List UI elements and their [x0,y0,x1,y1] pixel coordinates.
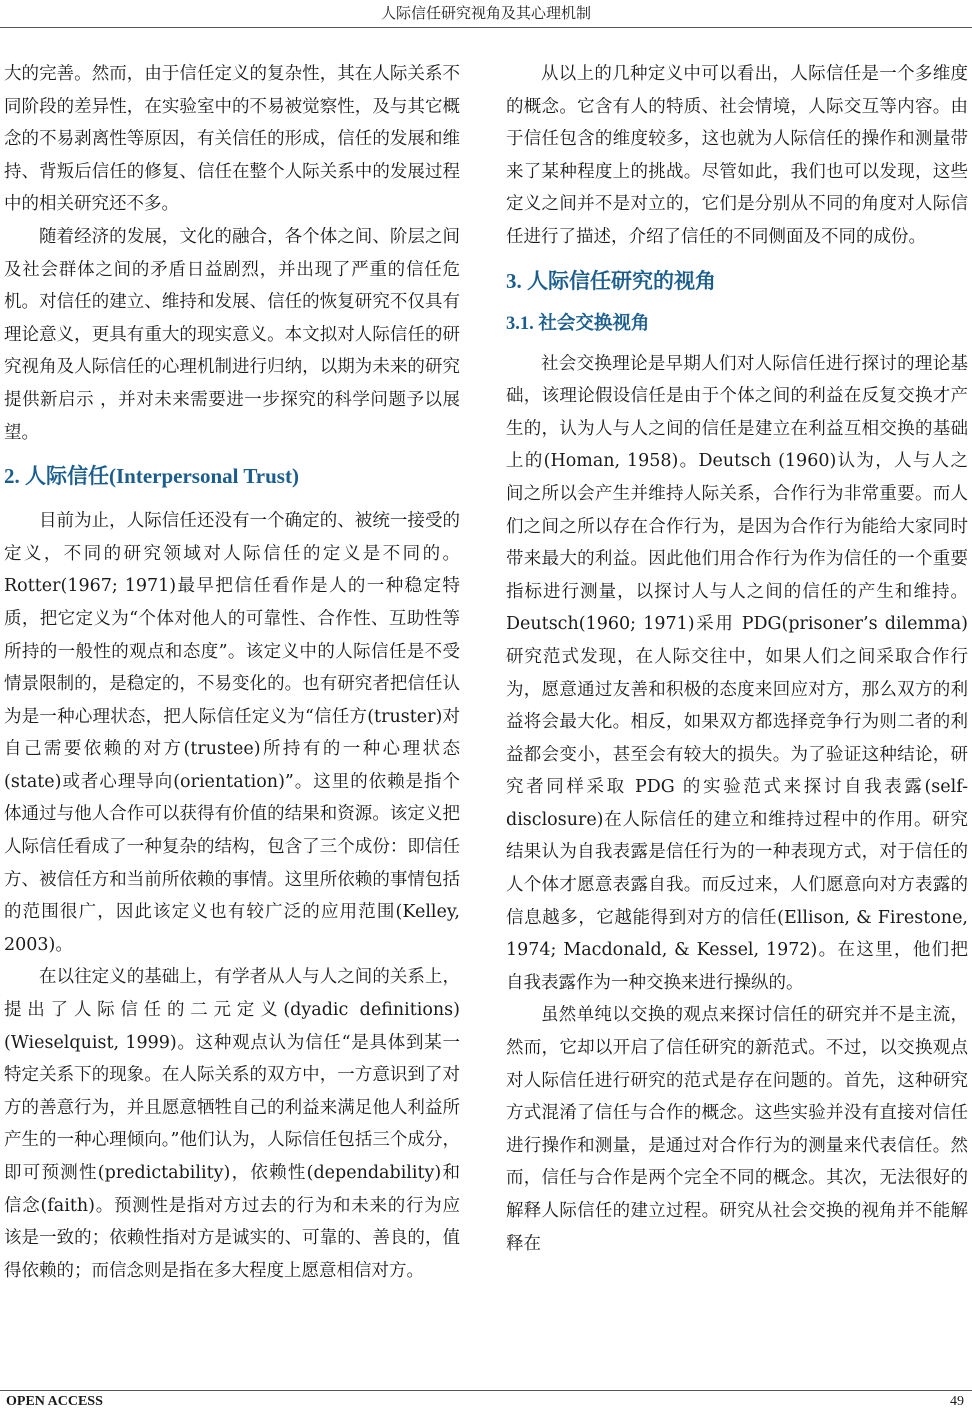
left-column [4,58,460,1287]
section-heading-3: 3. 人际信任研究的视角 [506,268,716,293]
paragraph: 社会交换理论是早期人们对人际信任进行探讨的理论基础，该理论假设信任是由于个体之间的利益在反复交换才产生的，认为人与人之间的信任是建立在利益互相交换的基础上的(Homan, 1958)。Deutsch (1960)认为，人与人之间之所以会产生并维持人际关系，合作行为非常重要。而人们之间之所以存在合作行为，是因为合作行为能给大家同时带来最大的利益。因此他们用合作行为作为信任的一个重要指标进行测量，以探讨人与人之间的信任的产生和维持。Deutsch(1960; 1971)采用 PDG(prisoner’s dilemma)研究范式发现，在人际交往中，如果人们之间采取合作行为，愿意通过友善和积极的态度来回应对方，那么双方的利益将会最大化。相反，如果双方都选择竞争行为则二者的利益都会变小，甚至会有较大的损失。为了验证这种结论，研究者同样采取 PDG 的实验范式来探讨自我表露(self-disclosure)在人际信任的建立和维持过程中的作用。研究结果认为自我表露是信任行为的一种表现方式，对于信任的人个体才愿意表露自我。而反过来，人们愿意向对方表露的信息越多，它越能得到对方的信任(Ellison, & Firestone, 1974; Macdonald, & Kessel, 1972)。在这里，他们把自我表露作为一种交换来进行操纵的。 [506,353,968,993]
paragraph: 虽然单纯以交换的观点来探讨信任的研究并不是主流，然而，它却以开启了信任研究的新范式。不过，以交换观点对人际信任进行研究的范式是存在问题的。首先，这种研究方式混淆了信任与合作的概念。这些实验并没有直接对信任进行操作和测量，是通过对合作行为的测量来代表信任。然而，信任与合作是两个完全不同的概念。其次，无法很好的解释人际信任的建立过程。研究从社会交换的视角并不能解释在 [506,1005,968,1254]
footer-journal-label: OPEN ACCESS [6,1394,103,1409]
right-column [506,58,968,1260]
paragraph: 随着经济的发展，文化的融合，各个体之间、阶层之间及社会群体之间的矛盾日益剧烈，并出现了严重的信任危机。对信任的建立、维持和发展、信任的恢复研究不仅具有理论意义，更具有重大的现实意义。本文拟对人际信任的研究视角及人际信任的心理机制进行归纳，以期为未来的研究提供新启示 ，并对未来需要进一步探究的科学问题予以展望。 [4,226,460,443]
running-header-title: 人际信任研究视角及其心理机制 [380,4,591,22]
paragraph: 大的完善。然而，由于信任定义的复杂性，其在人际关系不同阶段的差异性，在实验室中的不易被觉察性，及与其它概念的不易剥离性等原因，有关信任的形成，信任的发展和维持、背叛后信任的修复、信任在整个人际关系中的发展过程中的相关研究还不多。 [4,64,460,215]
paragraph: 在以往定义的基础上，有学者从人与人之间的关系上，提出了人际信任的二元定义(dyadic definitions) (Wieselquist, 1999)。这种观点认为信任“是具体到某一特定关系下的现象。在人际关系的双方中，一方意识到了对方的善意行为，并且愿意牺牲自己的利益来满足他人利益所产生的一种心理倾向。”他们认为，人际信任包括三个成分，即可预测性(predictability)，依赖性(dependability)和信念(faith)。预测性是指对方过去的行为和未来的行为应该是一致的；依赖性指对方是诚实的、可靠的、善良的，值得依赖的；而信念则是指在多大程度上愿意相信对方。 [4,967,460,1281]
section-heading-2: 2. 人际信任(Interpersonal Trust) [4,464,299,489]
footer-rule [0,1390,972,1391]
section-heading-3-1: 3.1. 社会交换视角 [506,313,650,334]
paragraph: 目前为止，人际信任还没有一个确定的、被统一接受的定义，不同的研究领域对人际信任的定义是不同的。Rotter(1967; 1971)最早把信任看作是人的一种稳定特质，把它定义为“个体对他人的可靠性、合作性、互助性等所持的一般性的观点和态度”。该定义中的人际信任是不受情景限制的，是稳定的，不易变化的。也有研究者把信任认为是一种心理状态，把人际信任定义为“信任方(truster)对自己需要依赖的对方(trustee)所持有的一种心理状态(state)或者心理导向(orientation)”。这里的依赖是指个体通过与他人合作可以获得有价值的结果和资源。该定义把人际信任看成了一种复杂的结构，包含了三个成份：即信任方、被信任方和当前所依赖的事情。这里所依赖的事情包括的范围很广，因此该定义也有较广泛的应用范围(Kelley, 2003)。 [4,511,460,955]
paragraph: 从以上的几种定义中可以看出，人际信任是一个多维度的概念。它含有人的特质、社会情境，人际交互等内容。由于信任包含的维度较多，这也就为人际信任的操作和测量带来了某种程度上的挑战。尽管如此，我们也可以发现，这些定义之间并不是对立的，它们是分别从不同的角度对人际信任进行了描述，介绍了信任的不同侧面及不同的成份。 [506,64,968,247]
header-rule [0,27,972,28]
page-number: 49 [950,1394,964,1409]
